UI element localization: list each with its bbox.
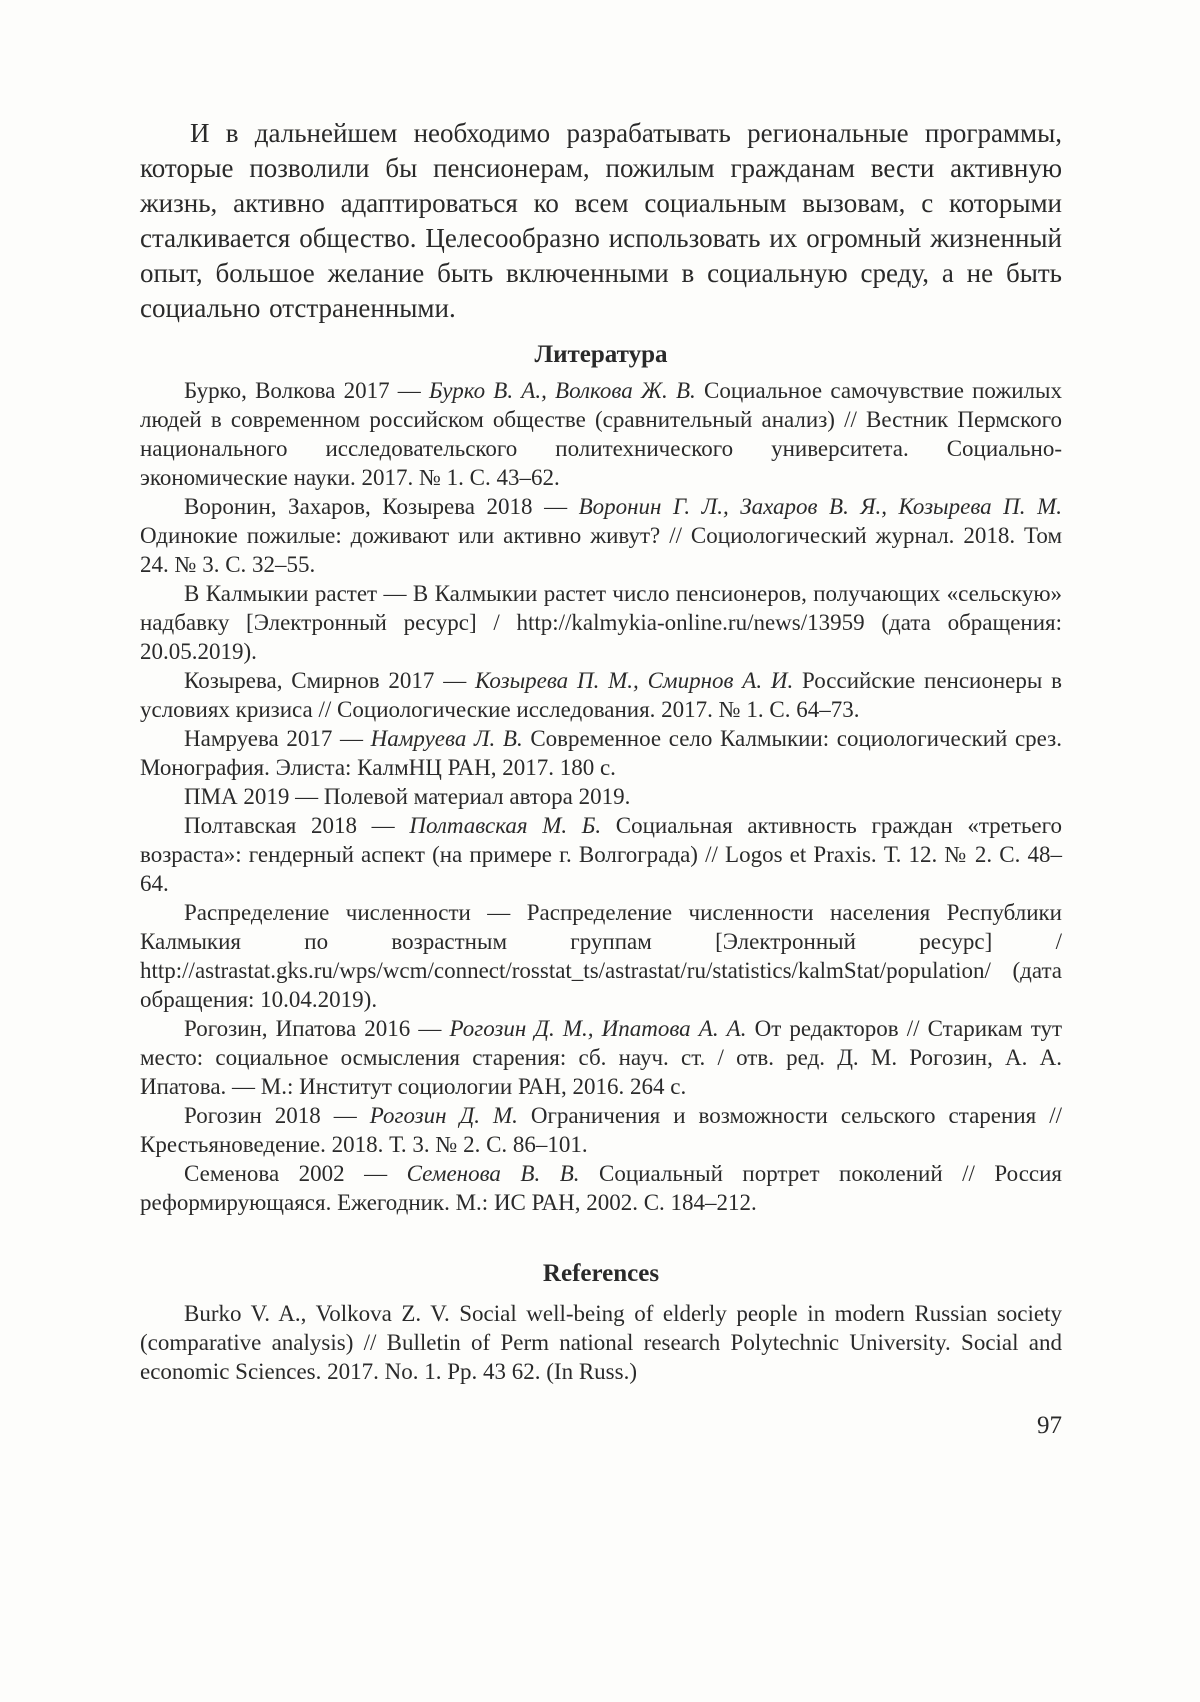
reference-text: Распределение численности — Распределение численности населения Республики Калмыкия по возрастным группам [Электронный ресурс] / http://astrastat.gks.ru/wps/wcm/connect/rosstat_ts/astrastat/ru/statistics/kalmStat/population/ (дата обращения: 10.04.2019). [140, 900, 1062, 1012]
reference-item [140, 666, 1062, 724]
page-number: 97 [1037, 1412, 1062, 1439]
reference-text: Одинокие пожилые: доживают или активно живут? // Социологический журнал. 2018. Том 24. № 3. С. 32–55. [140, 523, 1062, 577]
reference-authors: Намруева Л. В. [370, 726, 523, 751]
references-en-list [140, 1299, 1062, 1386]
reference-text: Воронин, Захаров, Козырева 2018 — [184, 494, 579, 519]
reference-authors: Семенова В. В. [406, 1161, 580, 1186]
reference-authors: Полтавская М. Б. [409, 813, 602, 838]
reference-text: Козырева, Смирнов 2017 — [184, 668, 475, 693]
reference-authors: Воронин Г. Л., Захаров В. Я., Козырева П. М. [578, 494, 1062, 519]
reference-item [140, 579, 1062, 666]
reference-text: Российские пенсионеры в условиях кризиса // Социологические исследования. 2017. № 1. С. 64–73. [140, 668, 1062, 722]
literature-list [140, 376, 1062, 1217]
reference-item [140, 492, 1062, 579]
reference-text: Социальный портрет поколений // Россия реформирующаяся. Ежегодник. М.: ИС РАН, 2002. С. 184–212. [140, 1161, 1062, 1215]
reference-item [140, 1299, 1062, 1386]
reference-item [140, 898, 1062, 1014]
references-heading: References [542, 1260, 660, 1287]
reference-text: Современное село Калмыкии: социологический срез. Монография. Элиста: КалмНЦ РАН, 2017. 180 с. [140, 726, 1062, 780]
literature-heading: Литература [534, 341, 668, 368]
page-content [140, 116, 1062, 1386]
reference-text: Полтавская 2018 — [184, 813, 410, 838]
reference-authors: Бурко В. А., Волкова Ж. В. [429, 378, 696, 403]
intro-paragraph: И в дальнейшем необходимо разрабатывать региональные программы, которые позволили бы пенсионерам, пожилым гражданам вести активную жизнь, активно адаптироваться ко всем социальным вызовам, с которыми сталкивается общество. Целесообразно использовать их огромный жизненный опыт, большое желание быть включенными в социальную среду, а не быть социально отстраненными. [140, 118, 1062, 323]
reference-text: Социальная активность граждан «третьего возраста»: гендерный аспект (на примере г. Волгограда) // Logos et Praxis. Т. 12. № 2. С. 48–64. [140, 813, 1062, 896]
reference-text: Социальное самочувствие пожилых людей в современном российском обществе (сравнительный анализ) // Вестник Пермского национального исследовательского политехнического университета. Социально-экономические науки. 2017. № 1. С. 43–62. [140, 378, 1062, 490]
reference-item [140, 1159, 1062, 1217]
reference-text: Семенова 2002 — [184, 1161, 407, 1186]
reference-text: Намруева 2017 — [184, 726, 371, 751]
reference-text: Рогозин, Ипатова 2016 — [184, 1016, 450, 1041]
reference-authors: Козырева П. М., Смирнов А. И. [475, 668, 794, 693]
reference-text: Бурко, Волкова 2017 — [184, 378, 429, 403]
reference-text: ПМА 2019 — Полевой материал автора 2019. [184, 784, 631, 809]
reference-item [140, 724, 1062, 782]
reference-text: Burko V. A., Volkova Z. V. Social well-being of elderly people in modern Russian society (comparative analysis) // Bulletin of Perm national research Polytechnic University. Social and economic Sciences. 2017. No. 1. Pp. 43 62. (In Russ.) [140, 1301, 1062, 1384]
reference-item [140, 376, 1062, 492]
reference-authors: Рогозин Д. М. [369, 1103, 518, 1128]
reference-item [140, 782, 1062, 811]
reference-text: От редакторов // Старикам тут место: социальное осмысления старения: сб. науч. ст. / отв. ред. Д. М. Рогозин, А. А. Ипатова. — М.: Институт социологии РАН, 2016. 264 с. [140, 1016, 1063, 1099]
reference-text: Рогозин 2018 — [184, 1103, 370, 1128]
reference-authors: Рогозин Д. М., Ипатова А. А. [449, 1016, 747, 1041]
reference-item [140, 1014, 1062, 1101]
reference-item [140, 1101, 1062, 1159]
reference-item [140, 811, 1062, 898]
reference-text: В Калмыкии растет — В Калмыкии растет число пенсионеров, получающих «сельскую» надбавку [Электронный ресурс] / http://kalmykia-online.ru/news/13959 (дата обращения: 20.05.2019). [140, 581, 1062, 664]
reference-text: Ограничения и возможности сельского старения // Крестьяноведение. 2018. Т. 3. № 2. С. 86–101. [140, 1103, 1062, 1157]
